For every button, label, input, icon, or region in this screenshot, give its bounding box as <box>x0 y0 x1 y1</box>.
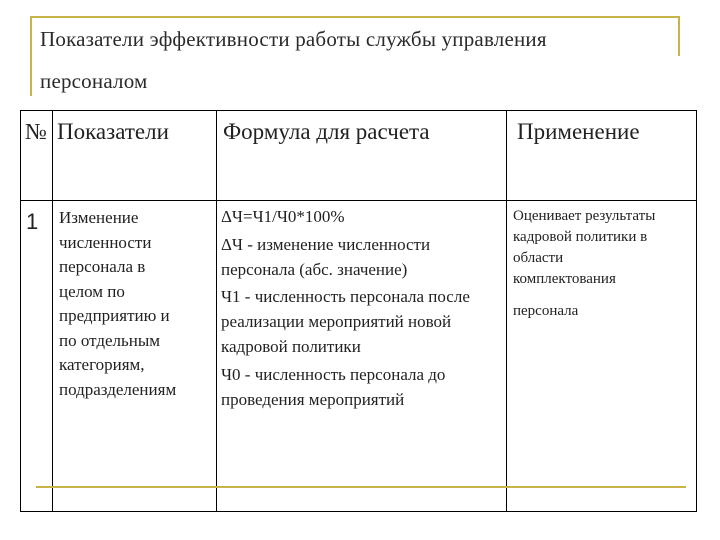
title-line-1: Показатели эффективности работы службы управления <box>40 27 547 51</box>
title-line-2: персоналом <box>40 69 148 93</box>
row-number: 1 <box>21 201 53 512</box>
header-num: № <box>21 111 53 201</box>
header-formula: Формула для расчета <box>217 111 507 201</box>
formula-def-ch0: Ч0 - численность персонала до проведения мероприятий <box>221 364 446 409</box>
indicator-line: целом по <box>59 281 125 301</box>
application-line: кадровой политики в <box>513 229 648 245</box>
table-row <box>21 201 697 512</box>
header-indicators: Показатели <box>53 111 217 201</box>
indicator-line: категориям, <box>59 355 145 374</box>
indicator-cell <box>53 201 217 512</box>
left-rule <box>30 16 32 96</box>
formula-main: ΔЧ=Ч1/Ч0*100% <box>221 207 345 226</box>
application-line: комплектования <box>513 271 616 287</box>
indicators-table <box>20 110 697 512</box>
indicator-line: Изменение <box>59 208 139 227</box>
header-application: Применение <box>507 111 697 201</box>
indicator-line: численности <box>59 232 152 252</box>
bottom-rule <box>36 486 686 488</box>
formula-def-delta: ΔЧ - изменение численности персонала (абс. значение) <box>221 234 431 279</box>
formula-cell <box>217 201 507 512</box>
table-header-row <box>21 111 697 201</box>
page-title <box>40 18 680 102</box>
application-line: Оценивает результаты <box>513 208 656 224</box>
indicator-line: предприятию и <box>59 306 170 325</box>
indicator-line: подразделениям <box>59 379 177 399</box>
indicator-line: по отдельным <box>59 330 161 350</box>
formula-def-ch1: Ч1 - численность персонала после реализации мероприятий новой кадровой политики <box>221 287 470 356</box>
application-line: области <box>513 250 564 266</box>
application-cell <box>507 201 697 512</box>
application-line: персонала <box>513 303 579 319</box>
indicator-line: персонала в <box>59 257 146 276</box>
